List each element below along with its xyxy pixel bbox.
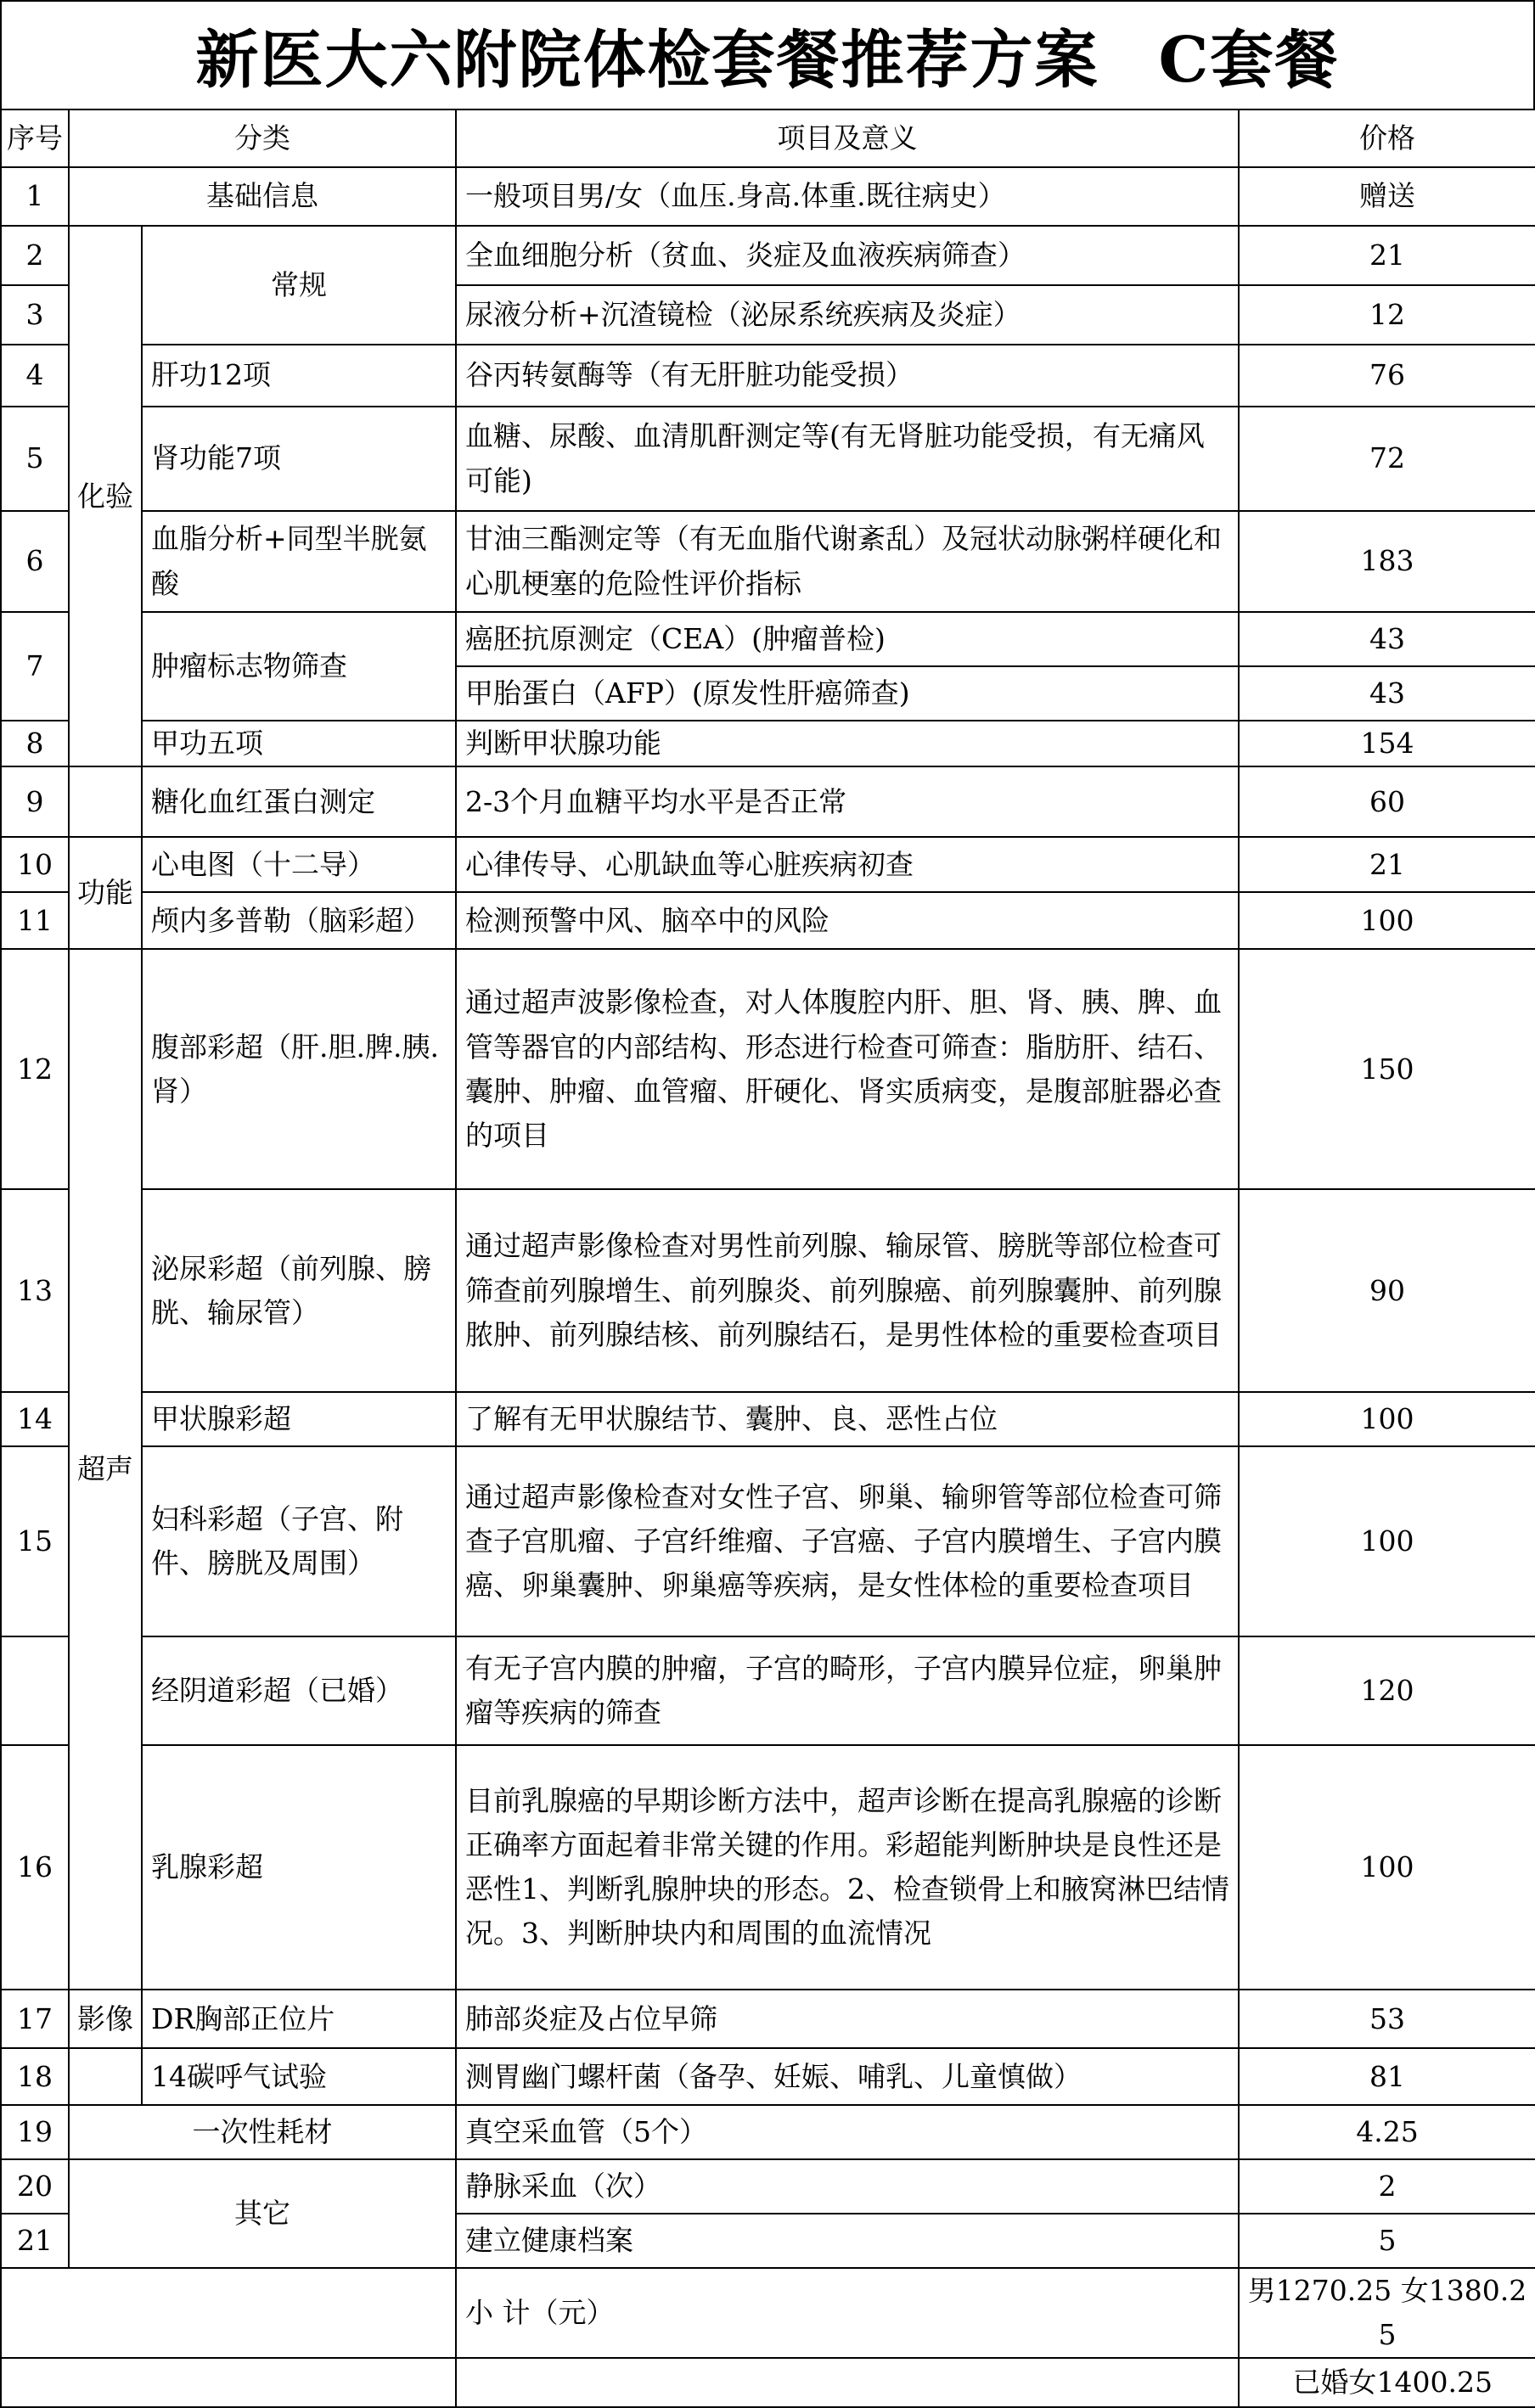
row-no: 8 xyxy=(1,721,69,766)
group-empty xyxy=(69,766,142,837)
subtotal-row xyxy=(1,2268,1535,2358)
subtotal-row-married xyxy=(1,2358,1535,2407)
row-description: 有无子宫内膜的肿瘤，子宫的畸形，子宫内膜异位症，卵巢肿瘤等疾病的筛查 xyxy=(456,1636,1239,1745)
row-description: 肺部炎症及占位早筛 xyxy=(456,1990,1239,2048)
group-function: 功能 xyxy=(69,837,142,949)
row-price: 赠送 xyxy=(1239,167,1535,226)
row-description: 2-3个月血糖平均水平是否正常 xyxy=(456,766,1239,837)
row-category: 心电图（十二导） xyxy=(142,837,456,892)
row-price: 100 xyxy=(1239,1446,1535,1636)
subtotal-married: 已婚女1400.25 xyxy=(1239,2358,1535,2407)
row-description: 血糖、尿酸、血清肌酐测定等(有无肾脏功能受损，有无痛风可能) xyxy=(456,407,1239,511)
row-no: 4 xyxy=(1,345,69,407)
row-description: 心律传导、心肌缺血等心脏疾病初查 xyxy=(456,837,1239,892)
header-item: 项目及意义 xyxy=(456,109,1239,167)
group-routine: 常规 xyxy=(142,226,456,345)
row-no: 9 xyxy=(1,766,69,837)
row-price: 2 xyxy=(1239,2159,1535,2214)
row-description: 尿液分析+沉渣镜检（泌尿系统疾病及炎症） xyxy=(456,285,1239,345)
row-price: 60 xyxy=(1239,766,1535,837)
table-row xyxy=(1,345,1535,407)
table-row xyxy=(1,407,1535,511)
subtotal-blank xyxy=(1,2358,456,2407)
table-row xyxy=(1,892,1535,949)
table-row xyxy=(1,612,1535,666)
row-description: 目前乳腺癌的早期诊断方法中，超声诊断在提高乳腺癌的诊断正确率方面起着非常关键的作用。彩超能判断肿块是良性还是恶性1、判断乳腺肿块的形态。2、检查锁骨上和腋窝淋巴结情况。3、判断肿块内和周围的血流情况 xyxy=(456,1745,1239,1990)
row-no: 15 xyxy=(1,1446,69,1636)
title-package: C套餐 xyxy=(1158,24,1340,97)
table-row xyxy=(1,167,1535,226)
table-row xyxy=(1,949,1535,1189)
row-category: 妇科彩超（子宫、附件、膀胱及周围） xyxy=(142,1446,456,1636)
table-row xyxy=(1,766,1535,837)
package-table xyxy=(0,109,1535,2408)
subtotal-gender: 男1270.25 女1380.25 xyxy=(1239,2268,1535,2358)
row-category: 经阴道彩超（已婚） xyxy=(142,1636,456,1745)
group-empty xyxy=(69,2048,142,2105)
row-category: 泌尿彩超（前列腺、膀胱、输尿管） xyxy=(142,1189,456,1392)
table-row xyxy=(1,721,1535,766)
row-no: 2 xyxy=(1,226,69,285)
table-row xyxy=(1,2159,1535,2214)
table-row xyxy=(1,1636,1535,1745)
row-price: 12 xyxy=(1239,285,1535,345)
table-row xyxy=(1,1745,1535,1990)
subtotal-blank xyxy=(1,2268,456,2358)
row-price: 100 xyxy=(1239,1745,1535,1990)
group-imaging: 影像 xyxy=(69,1990,142,2048)
row-category: 血脂分析+同型半胱氨酸 xyxy=(142,511,456,612)
row-price: 5 xyxy=(1239,2214,1535,2268)
row-price: 81 xyxy=(1239,2048,1535,2105)
row-description: 测胃幽门螺杆菌（备孕、妊娠、哺乳、儿童慎做） xyxy=(456,2048,1239,2105)
row-price: 154 xyxy=(1239,721,1535,766)
row-description: 一般项目男/女（血压.身高.体重.既往病史） xyxy=(456,167,1239,226)
row-no: 18 xyxy=(1,2048,69,2105)
table-row xyxy=(1,2105,1535,2159)
row-price: 183 xyxy=(1239,511,1535,612)
table-row xyxy=(1,1446,1535,1636)
row-price: 53 xyxy=(1239,1990,1535,2048)
row-category: 乳腺彩超 xyxy=(142,1745,456,1990)
header-price: 价格 xyxy=(1239,109,1535,167)
table-row xyxy=(1,1990,1535,2048)
row-price: 120 xyxy=(1239,1636,1535,1745)
row-price: 43 xyxy=(1239,666,1535,721)
row-description: 通过超声影像检查对女性子宫、卵巢、输卵管等部位检查可筛查子宫肌瘤、子宫纤维瘤、子宫癌、子宫内膜增生、子宫内膜癌、卵巢囊肿、卵巢癌等疾病，是女性体检的重要检查项目 xyxy=(456,1446,1239,1636)
row-no: 16 xyxy=(1,1745,69,1990)
row-no xyxy=(1,1636,69,1745)
row-description: 通过超声影像检查对男性前列腺、输尿管、膀胱等部位检查可筛查前列腺增生、前列腺炎、前列腺癌、前列腺囊肿、前列腺脓肿、前列腺结核、前列腺结石，是男性体检的重要检查项目 xyxy=(456,1189,1239,1392)
row-category: 肝功12项 xyxy=(142,345,456,407)
row-price: 72 xyxy=(1239,407,1535,511)
row-description: 通过超声波影像检查，对人体腹腔内肝、胆、肾、胰、脾、血管等器官的内部结构、形态进行检查可筛查：脂肪肝、结石、囊肿、肿瘤、血管瘤、肝硬化、肾实质病变，是腹部脏器必查的项目 xyxy=(456,949,1239,1189)
row-no: 1 xyxy=(1,167,69,226)
row-no: 7 xyxy=(1,612,69,721)
row-no: 3 xyxy=(1,285,69,345)
row-description: 谷丙转氨酶等（有无肝脏功能受损） xyxy=(456,345,1239,407)
row-no: 12 xyxy=(1,949,69,1189)
row-no: 11 xyxy=(1,892,69,949)
row-no: 21 xyxy=(1,2214,69,2268)
row-category: 肾功能7项 xyxy=(142,407,456,511)
group-ultrasound: 超声 xyxy=(69,949,142,1990)
row-no: 20 xyxy=(1,2159,69,2214)
group-consumables: 一次性耗材 xyxy=(69,2105,456,2159)
row-price: 21 xyxy=(1239,226,1535,285)
row-category: 14碳呼气试验 xyxy=(142,2048,456,2105)
row-description: 真空采血管（5个） xyxy=(456,2105,1239,2159)
row-category: DR胸部正位片 xyxy=(142,1990,456,2048)
header-no: 序号 xyxy=(1,109,69,167)
row-category: 肿瘤标志物筛查 xyxy=(142,612,456,721)
row-price: 76 xyxy=(1239,345,1535,407)
row-no: 14 xyxy=(1,1392,69,1446)
row-description: 癌胚抗原测定（CEA）(肿瘤普检) xyxy=(456,612,1239,666)
row-price: 150 xyxy=(1239,949,1535,1189)
row-no: 5 xyxy=(1,407,69,511)
row-description: 静脉采血（次） xyxy=(456,2159,1239,2214)
row-no: 10 xyxy=(1,837,69,892)
row-price: 4.25 xyxy=(1239,2105,1535,2159)
row-no: 6 xyxy=(1,511,69,612)
subtotal-label: 小 计（元） xyxy=(456,2268,1239,2358)
row-price: 100 xyxy=(1239,892,1535,949)
table-row xyxy=(1,837,1535,892)
group-other: 其它 xyxy=(69,2159,456,2268)
row-price: 21 xyxy=(1239,837,1535,892)
row-description: 了解有无甲状腺结节、囊肿、良、恶性占位 xyxy=(456,1392,1239,1446)
row-description: 甘油三酯测定等（有无血脂代谢紊乱）及冠状动脉粥样硬化和心肌梗塞的危险性评价指标 xyxy=(456,511,1239,612)
row-price: 43 xyxy=(1239,612,1535,666)
row-category: 甲状腺彩超 xyxy=(142,1392,456,1446)
page-title xyxy=(0,0,1535,109)
table-row xyxy=(1,2048,1535,2105)
row-category: 颅内多普勒（脑彩超） xyxy=(142,892,456,949)
row-no: 19 xyxy=(1,2105,69,2159)
row-category: 基础信息 xyxy=(69,167,456,226)
table-row xyxy=(1,226,1535,285)
title-main: 新医大六附院体检套餐推荐方案 xyxy=(195,24,1099,97)
table-row xyxy=(1,511,1535,612)
table-row xyxy=(1,1189,1535,1392)
row-description: 判断甲状腺功能 xyxy=(456,721,1239,766)
row-price: 100 xyxy=(1239,1392,1535,1446)
subtotal-blank xyxy=(456,2358,1239,2407)
row-description: 全血细胞分析（贫血、炎症及血液疾病筛查） xyxy=(456,226,1239,285)
row-description: 甲胎蛋白（AFP）(原发性肝癌筛查) xyxy=(456,666,1239,721)
row-price: 90 xyxy=(1239,1189,1535,1392)
row-category: 糖化血红蛋白测定 xyxy=(142,766,456,837)
group-lab: 化验 xyxy=(69,226,142,766)
table-row xyxy=(1,1392,1535,1446)
row-description: 检测预警中风、脑卒中的风险 xyxy=(456,892,1239,949)
row-category: 腹部彩超（肝.胆.脾.胰.肾） xyxy=(142,949,456,1189)
row-no: 17 xyxy=(1,1990,69,2048)
table-header xyxy=(1,109,1535,167)
row-category: 甲功五项 xyxy=(142,721,456,766)
row-description: 建立健康档案 xyxy=(456,2214,1239,2268)
row-no: 13 xyxy=(1,1189,69,1392)
header-category: 分类 xyxy=(69,109,456,167)
